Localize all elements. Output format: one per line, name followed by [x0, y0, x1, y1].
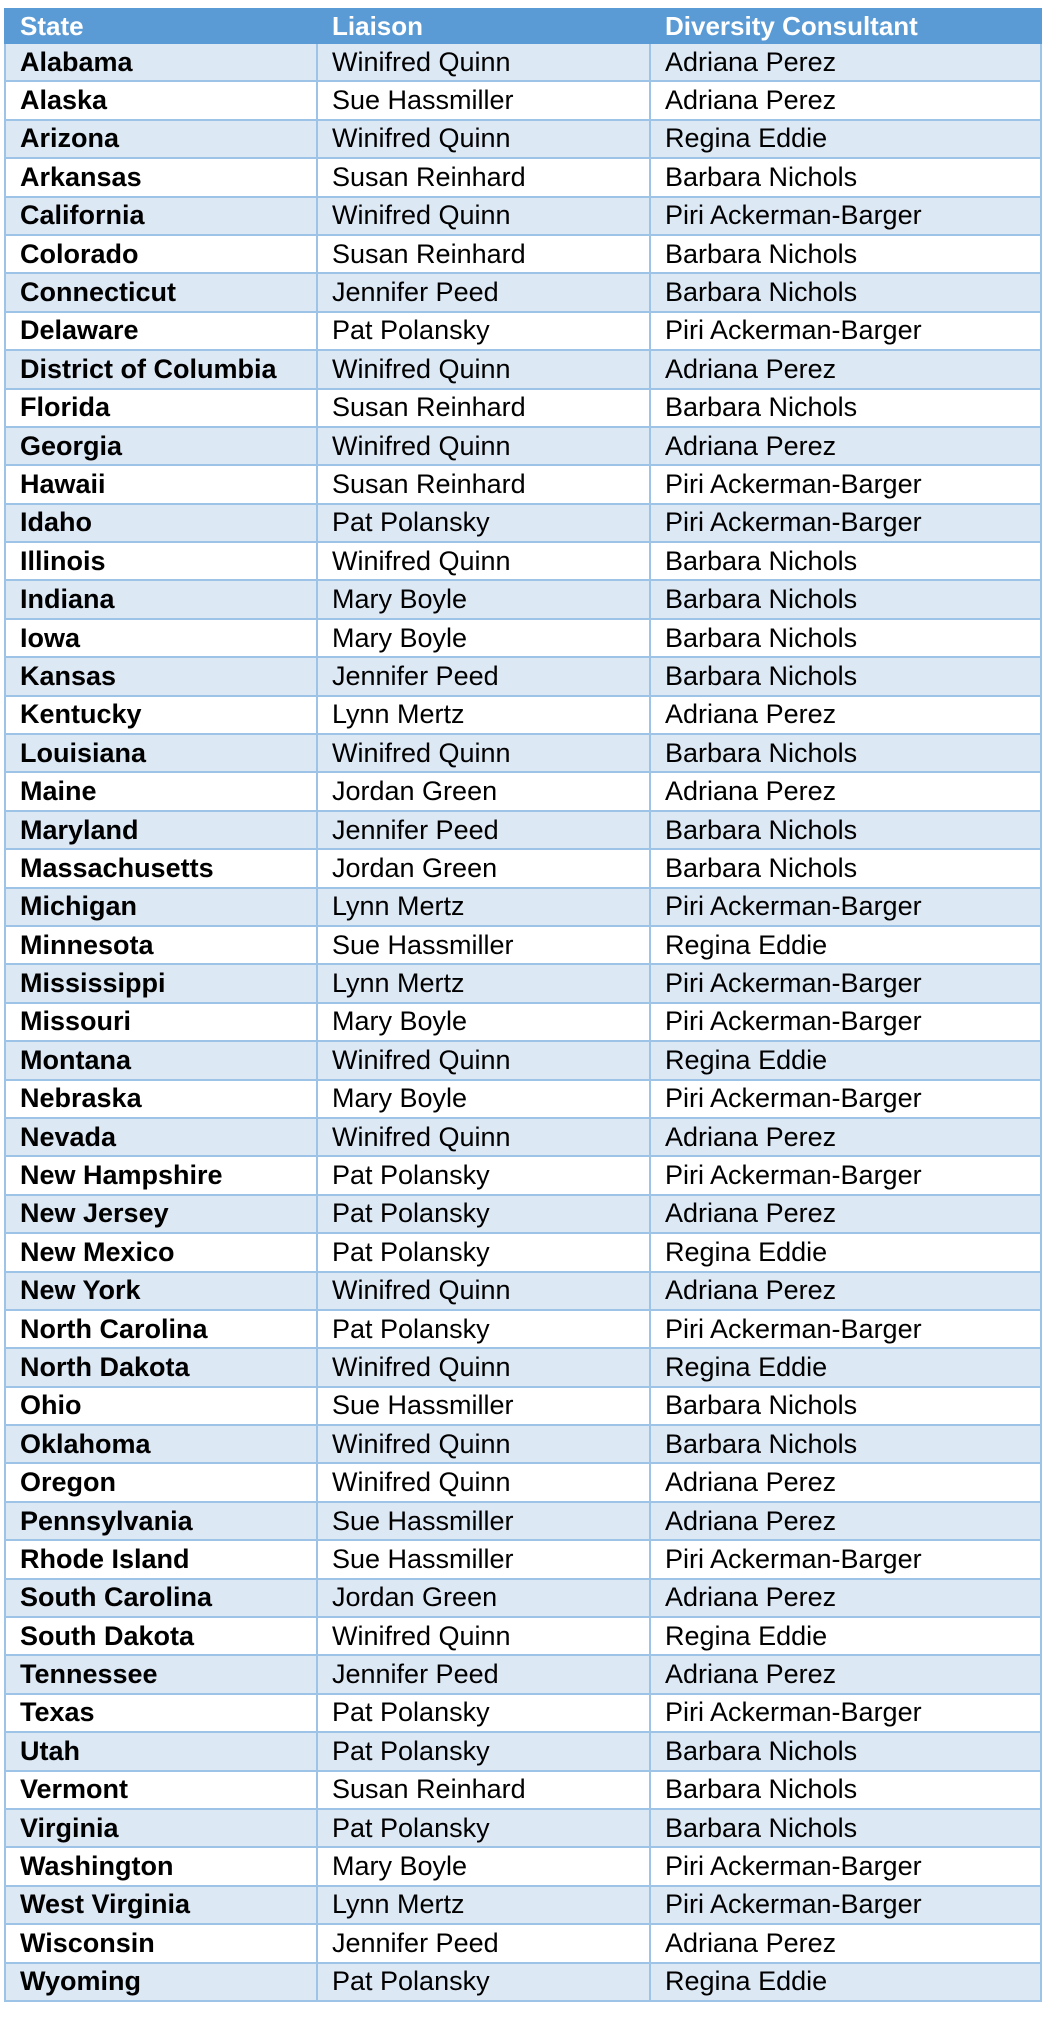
diversity-consultant-cell: Regina Eddie	[650, 1963, 1041, 2001]
diversity-consultant-cell: Barbara Nichols	[650, 1387, 1041, 1425]
liaison-cell: Susan Reinhard	[317, 158, 650, 196]
table-row	[5, 1847, 1041, 1885]
liaison-cell: Pat Polansky	[317, 1809, 650, 1847]
state-cell: Kansas	[5, 657, 317, 695]
state-cell: North Dakota	[5, 1348, 317, 1386]
table-row	[5, 1924, 1041, 1962]
liaison-cell: Lynn Mertz	[317, 696, 650, 734]
diversity-consultant-cell: Piri Ackerman-Barger	[650, 1003, 1041, 1041]
table-body	[5, 43, 1041, 2001]
liaison-cell: Mary Boyle	[317, 1847, 650, 1885]
diversity-consultant-cell: Barbara Nichols	[650, 273, 1041, 311]
diversity-consultant-cell: Piri Ackerman-Barger	[650, 504, 1041, 542]
table-row	[5, 772, 1041, 810]
diversity-consultant-cell: Adriana Perez	[650, 1579, 1041, 1617]
state-cell: Ohio	[5, 1387, 317, 1425]
state-cell: New York	[5, 1272, 317, 1310]
table-row	[5, 1425, 1041, 1463]
diversity-consultant-cell: Barbara Nichols	[650, 811, 1041, 849]
state-cell: Nebraska	[5, 1080, 317, 1118]
liaison-cell: Sue Hassmiller	[317, 1502, 650, 1540]
state-cell: Oklahoma	[5, 1425, 317, 1463]
liaison-cell: Mary Boyle	[317, 1080, 650, 1118]
liaison-cell: Winifred Quinn	[317, 1348, 650, 1386]
liaison-cell: Mary Boyle	[317, 1003, 650, 1041]
liaison-cell: Pat Polansky	[317, 1963, 650, 2001]
diversity-consultant-cell: Regina Eddie	[650, 926, 1041, 964]
liaison-cell: Winifred Quinn	[317, 1617, 650, 1655]
table-row	[5, 657, 1041, 695]
table-row	[5, 734, 1041, 772]
diversity-consultant-cell: Piri Ackerman-Barger	[650, 1886, 1041, 1924]
table-row	[5, 811, 1041, 849]
diversity-consultant-cell: Adriana Perez	[650, 1655, 1041, 1693]
state-cell: Rhode Island	[5, 1540, 317, 1578]
state-cell: Nevada	[5, 1118, 317, 1156]
diversity-consultant-cell: Adriana Perez	[650, 1924, 1041, 1962]
liaison-cell: Jordan Green	[317, 1579, 650, 1617]
diversity-consultant-cell: Regina Eddie	[650, 1348, 1041, 1386]
liaison-cell: Pat Polansky	[317, 1156, 650, 1194]
state-cell: Connecticut	[5, 273, 317, 311]
state-cell: New Hampshire	[5, 1156, 317, 1194]
diversity-consultant-cell: Adriana Perez	[650, 772, 1041, 810]
state-liaison-table	[4, 8, 1042, 2002]
liaison-cell: Jennifer Peed	[317, 657, 650, 695]
liaison-cell: Pat Polansky	[317, 1732, 650, 1770]
state-cell: Vermont	[5, 1771, 317, 1809]
diversity-consultant-cell: Adriana Perez	[650, 43, 1041, 81]
liaison-cell: Jordan Green	[317, 772, 650, 810]
liaison-cell: Winifred Quinn	[317, 43, 650, 81]
state-cell: Missouri	[5, 1003, 317, 1041]
liaison-cell: Susan Reinhard	[317, 1771, 650, 1809]
liaison-cell: Jennifer Peed	[317, 1655, 650, 1693]
table-row	[5, 1886, 1041, 1924]
header-diversity-consultant: Diversity Consultant	[650, 9, 1041, 43]
diversity-consultant-cell: Barbara Nichols	[650, 389, 1041, 427]
table-row	[5, 1003, 1041, 1041]
diversity-consultant-cell: Piri Ackerman-Barger	[650, 888, 1041, 926]
table-row	[5, 312, 1041, 350]
table-row	[5, 1732, 1041, 1770]
state-cell: Wyoming	[5, 1963, 317, 2001]
table-row	[5, 43, 1041, 81]
table-row	[5, 197, 1041, 235]
liaison-cell: Susan Reinhard	[317, 389, 650, 427]
state-cell: Washington	[5, 1847, 317, 1885]
diversity-consultant-cell: Barbara Nichols	[650, 734, 1041, 772]
table-row	[5, 580, 1041, 618]
state-cell: Florida	[5, 389, 317, 427]
diversity-consultant-cell: Adriana Perez	[650, 1502, 1041, 1540]
state-cell: Texas	[5, 1694, 317, 1732]
table-row	[5, 235, 1041, 273]
diversity-consultant-cell: Barbara Nichols	[650, 1771, 1041, 1809]
state-cell: Wisconsin	[5, 1924, 317, 1962]
state-cell: Maine	[5, 772, 317, 810]
liaison-cell: Pat Polansky	[317, 1195, 650, 1233]
state-cell: Massachusetts	[5, 849, 317, 887]
diversity-consultant-cell: Barbara Nichols	[650, 158, 1041, 196]
table-row	[5, 1540, 1041, 1578]
liaison-cell: Jennifer Peed	[317, 273, 650, 311]
table-row	[5, 1655, 1041, 1693]
diversity-consultant-cell: Regina Eddie	[650, 1041, 1041, 1079]
diversity-consultant-cell: Piri Ackerman-Barger	[650, 465, 1041, 503]
state-cell: Alaska	[5, 81, 317, 119]
header-row	[5, 9, 1041, 43]
state-cell: New Mexico	[5, 1233, 317, 1271]
liaison-cell: Winifred Quinn	[317, 734, 650, 772]
state-cell: Hawaii	[5, 465, 317, 503]
state-cell: Colorado	[5, 235, 317, 273]
diversity-consultant-cell: Barbara Nichols	[650, 619, 1041, 657]
diversity-consultant-cell: Barbara Nichols	[650, 580, 1041, 618]
diversity-consultant-cell: Piri Ackerman-Barger	[650, 1156, 1041, 1194]
table-row	[5, 389, 1041, 427]
diversity-consultant-cell: Barbara Nichols	[650, 235, 1041, 273]
liaison-cell: Jordan Green	[317, 849, 650, 887]
table-row	[5, 696, 1041, 734]
liaison-cell: Mary Boyle	[317, 580, 650, 618]
header-liaison: Liaison	[317, 9, 650, 43]
table-row	[5, 1348, 1041, 1386]
diversity-consultant-cell: Regina Eddie	[650, 1233, 1041, 1271]
state-cell: Louisiana	[5, 734, 317, 772]
diversity-consultant-cell: Barbara Nichols	[650, 1425, 1041, 1463]
state-cell: Kentucky	[5, 696, 317, 734]
table-row	[5, 273, 1041, 311]
table-row	[5, 849, 1041, 887]
table-row	[5, 1771, 1041, 1809]
table-row	[5, 926, 1041, 964]
diversity-consultant-cell: Piri Ackerman-Barger	[650, 1540, 1041, 1578]
state-cell: Oregon	[5, 1463, 317, 1501]
liaison-cell: Winifred Quinn	[317, 427, 650, 465]
state-cell: South Dakota	[5, 1617, 317, 1655]
table-row	[5, 1387, 1041, 1425]
table-row	[5, 81, 1041, 119]
state-cell: Arkansas	[5, 158, 317, 196]
liaison-cell: Sue Hassmiller	[317, 1387, 650, 1425]
liaison-cell: Winifred Quinn	[317, 1118, 650, 1156]
liaison-cell: Winifred Quinn	[317, 542, 650, 580]
state-cell: South Carolina	[5, 1579, 317, 1617]
diversity-consultant-cell: Piri Ackerman-Barger	[650, 1694, 1041, 1732]
diversity-consultant-cell: Piri Ackerman-Barger	[650, 312, 1041, 350]
state-cell: Indiana	[5, 580, 317, 618]
liaison-cell: Susan Reinhard	[317, 465, 650, 503]
state-cell: Iowa	[5, 619, 317, 657]
diversity-consultant-cell: Barbara Nichols	[650, 657, 1041, 695]
liaison-cell: Winifred Quinn	[317, 1463, 650, 1501]
table-row	[5, 1694, 1041, 1732]
state-cell: Idaho	[5, 504, 317, 542]
state-cell: Illinois	[5, 542, 317, 580]
liaison-cell: Pat Polansky	[317, 1310, 650, 1348]
table-row	[5, 1272, 1041, 1310]
diversity-consultant-cell: Adriana Perez	[650, 81, 1041, 119]
diversity-consultant-cell: Piri Ackerman-Barger	[650, 197, 1041, 235]
liaison-cell: Pat Polansky	[317, 1694, 650, 1732]
diversity-consultant-cell: Barbara Nichols	[650, 849, 1041, 887]
diversity-consultant-cell: Adriana Perez	[650, 1272, 1041, 1310]
table-row	[5, 1579, 1041, 1617]
diversity-consultant-cell: Adriana Perez	[650, 696, 1041, 734]
state-cell: Montana	[5, 1041, 317, 1079]
table-row	[5, 1195, 1041, 1233]
table-row	[5, 1041, 1041, 1079]
diversity-consultant-cell: Adriana Perez	[650, 1118, 1041, 1156]
liaison-cell: Sue Hassmiller	[317, 926, 650, 964]
diversity-consultant-cell: Barbara Nichols	[650, 542, 1041, 580]
table-row	[5, 1963, 1041, 2001]
state-cell: Georgia	[5, 427, 317, 465]
table-row	[5, 1310, 1041, 1348]
table-row	[5, 1809, 1041, 1847]
state-cell: Pennsylvania	[5, 1502, 317, 1540]
liaison-cell: Lynn Mertz	[317, 888, 650, 926]
liaison-cell: Jennifer Peed	[317, 811, 650, 849]
state-cell: California	[5, 197, 317, 235]
table-row	[5, 120, 1041, 158]
diversity-consultant-cell: Piri Ackerman-Barger	[650, 1080, 1041, 1118]
table-row	[5, 427, 1041, 465]
table-row	[5, 504, 1041, 542]
state-cell: Michigan	[5, 888, 317, 926]
state-cell: Mississippi	[5, 964, 317, 1002]
liaison-cell: Pat Polansky	[317, 1233, 650, 1271]
liaison-cell: Susan Reinhard	[317, 235, 650, 273]
diversity-consultant-cell: Barbara Nichols	[650, 1809, 1041, 1847]
diversity-consultant-cell: Piri Ackerman-Barger	[650, 1310, 1041, 1348]
liaison-cell: Pat Polansky	[317, 504, 650, 542]
table-row	[5, 1617, 1041, 1655]
table-row	[5, 1080, 1041, 1118]
state-cell: Minnesota	[5, 926, 317, 964]
diversity-consultant-cell: Regina Eddie	[650, 1617, 1041, 1655]
liaison-cell: Sue Hassmiller	[317, 81, 650, 119]
table-row	[5, 619, 1041, 657]
table-row	[5, 465, 1041, 503]
table-row	[5, 1118, 1041, 1156]
state-cell: Delaware	[5, 312, 317, 350]
diversity-consultant-cell: Piri Ackerman-Barger	[650, 1847, 1041, 1885]
liaison-cell: Lynn Mertz	[317, 964, 650, 1002]
table-row	[5, 1463, 1041, 1501]
table-row	[5, 350, 1041, 388]
state-cell: Utah	[5, 1732, 317, 1770]
diversity-consultant-cell: Adriana Perez	[650, 1463, 1041, 1501]
diversity-consultant-cell: Adriana Perez	[650, 350, 1041, 388]
liaison-cell: Winifred Quinn	[317, 197, 650, 235]
table-row	[5, 158, 1041, 196]
table-row	[5, 542, 1041, 580]
diversity-consultant-cell: Adriana Perez	[650, 1195, 1041, 1233]
table-row	[5, 964, 1041, 1002]
liaison-cell: Mary Boyle	[317, 619, 650, 657]
table-row	[5, 1502, 1041, 1540]
diversity-consultant-cell: Adriana Perez	[650, 427, 1041, 465]
liaison-cell: Sue Hassmiller	[317, 1540, 650, 1578]
liaison-cell: Winifred Quinn	[317, 120, 650, 158]
liaison-cell: Pat Polansky	[317, 312, 650, 350]
liaison-cell: Winifred Quinn	[317, 1425, 650, 1463]
liaison-cell: Winifred Quinn	[317, 1272, 650, 1310]
liaison-cell: Winifred Quinn	[317, 350, 650, 388]
state-cell: Alabama	[5, 43, 317, 81]
state-cell: District of Columbia	[5, 350, 317, 388]
state-cell: North Carolina	[5, 1310, 317, 1348]
diversity-consultant-cell: Piri Ackerman-Barger	[650, 964, 1041, 1002]
state-cell: Arizona	[5, 120, 317, 158]
liaison-cell: Winifred Quinn	[317, 1041, 650, 1079]
liaison-cell: Lynn Mertz	[317, 1886, 650, 1924]
diversity-consultant-cell: Regina Eddie	[650, 120, 1041, 158]
state-cell: Maryland	[5, 811, 317, 849]
state-cell: Tennessee	[5, 1655, 317, 1693]
table-row	[5, 1156, 1041, 1194]
state-cell: West Virginia	[5, 1886, 317, 1924]
table-row	[5, 888, 1041, 926]
state-cell: Virginia	[5, 1809, 317, 1847]
state-cell: New Jersey	[5, 1195, 317, 1233]
diversity-consultant-cell: Barbara Nichols	[650, 1732, 1041, 1770]
table-row	[5, 1233, 1041, 1271]
header-state: State	[5, 9, 317, 43]
liaison-cell: Jennifer Peed	[317, 1924, 650, 1962]
